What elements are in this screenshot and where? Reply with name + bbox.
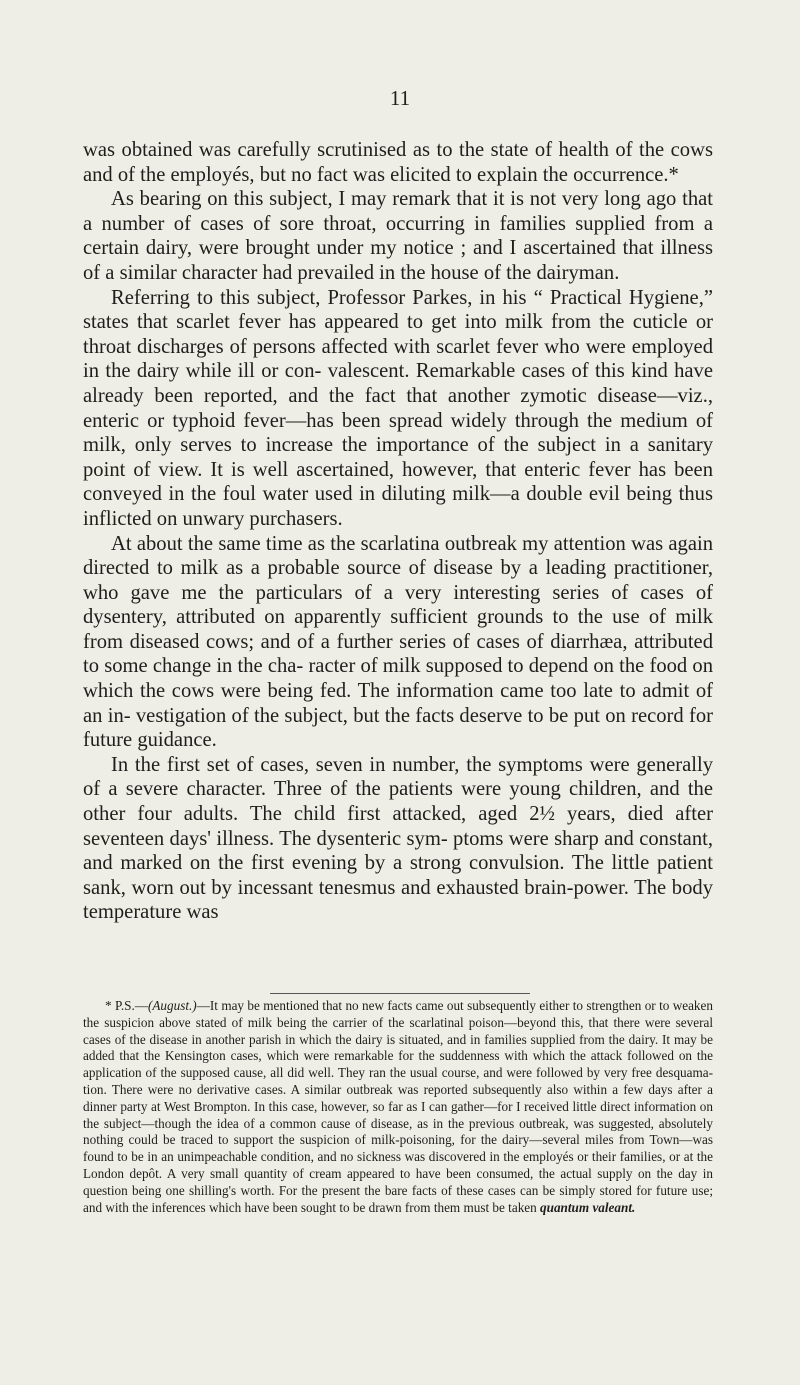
footnote-marker: * P.S.— <box>105 998 148 1013</box>
page-number: 11 <box>389 86 411 110</box>
paragraph-5: In the first set of cases, seven in number, the symptoms were generally of a severe character. Three of the patients were young children, and the other four adults. The child first attacked, aged 2½ years, died after seventeen days' illness. The dysenteric sym- ptoms were sharp and constant, and marked on the first evening by a strong convulsion. The little patient sank, worn out by incessant tenesmus and exhausted brain-power. The body temperature was <box>83 753 713 924</box>
paragraph-3: Referring to this subject, Professor Parkes, in his “ Practical Hygiene,” states that scarlet fever has appeared to get into milk from the cuticle or throat discharges of persons affected with scarlet fever who were employed in the dairy while ill or con- valescent. Remarkable cases of this kind have already been reported, and the fact that another zymotic disease—viz., enteric or typhoid fever—has been spread widely through the medium of milk, only serves to increase the importance of the subject in a sanitary point of view. It is well ascertained, however, that enteric fever has been conveyed in the foul water used in diluting milk—a double evil being thus inflicted on unwary purchasers. <box>83 286 713 530</box>
footnote-divider <box>270 993 530 994</box>
footnote-date: (August.) <box>147 998 197 1013</box>
paragraph-1: was obtained was carefully scrutinised as to the state of health of the cows and of the employés, but no fact was elicited to explain the occurrence.* <box>83 139 713 186</box>
paragraph-2: As bearing on this subject, I may remark that it is not very long ago that a number of cases of sore throat, occurring in families supplied from a certain dairy, were brought under my notice ; and I ascertained that illness of a similar character had prevailed in the house of the dairyman. <box>83 188 713 284</box>
body-text <box>83 138 713 925</box>
footnote <box>83 998 713 1216</box>
footnote-text: —It may be mentioned that no new facts came out subsequently either to strengthen or to weaken the suspicion above stated of milk being the carrier of the scarlatinal poison—beyond this, that there were several cases of the disease in another parish in which the dairy is situated, and in families supplied from the dairy. It may be added that the Kensington cases, which were remarkable for the suddenness with which the attack followed on the application of the supposed cause, all did well. They ran the usual course, and were followed by very free desquama- tion. There were no derivative cases. A similar outbreak was reported subsequently also within a few days after a dinner party at West Brompton. In this case, however, so far as I can gather—for I received little direct information on the subject—though the idea of a common cause of disease, as in the previous outbreak, was suggested, absolutely nothing could be traced to support the suspicion of milk-poisoning, for the dairy—several miles from Town—was found to be in an unimpeachable condition, and no sickness was discovered in the employés or their families, or at the London depôt. A very small quantity of cream appeared to have been consumed, the actual supply on the day in question being one shilling's worth. For the present the bare facts of these cases can be simply stored for future use; and with the inferences which have been sought to be drawn from them must be taken <box>83 998 713 1215</box>
paragraph-4: At about the same time as the scarlatina outbreak my attention was again directed to milk as a probable source of disease by a leading practitioner, who gave me the particulars of a very interesting series of cases of dysentery, attributed on apparently sufficient grounds to the use of milk from diseased cows; and of a further series of cases of diarrhæa, attributed to some change in the cha- racter of milk supposed to depend on the food on which the cows were being fed. The information came too late to admit of an in- vestigation of the subject, but the facts deserve to be put on record for future guidance. <box>83 532 713 752</box>
footnote-end-phrase: quantum valeant. <box>540 1199 636 1215</box>
